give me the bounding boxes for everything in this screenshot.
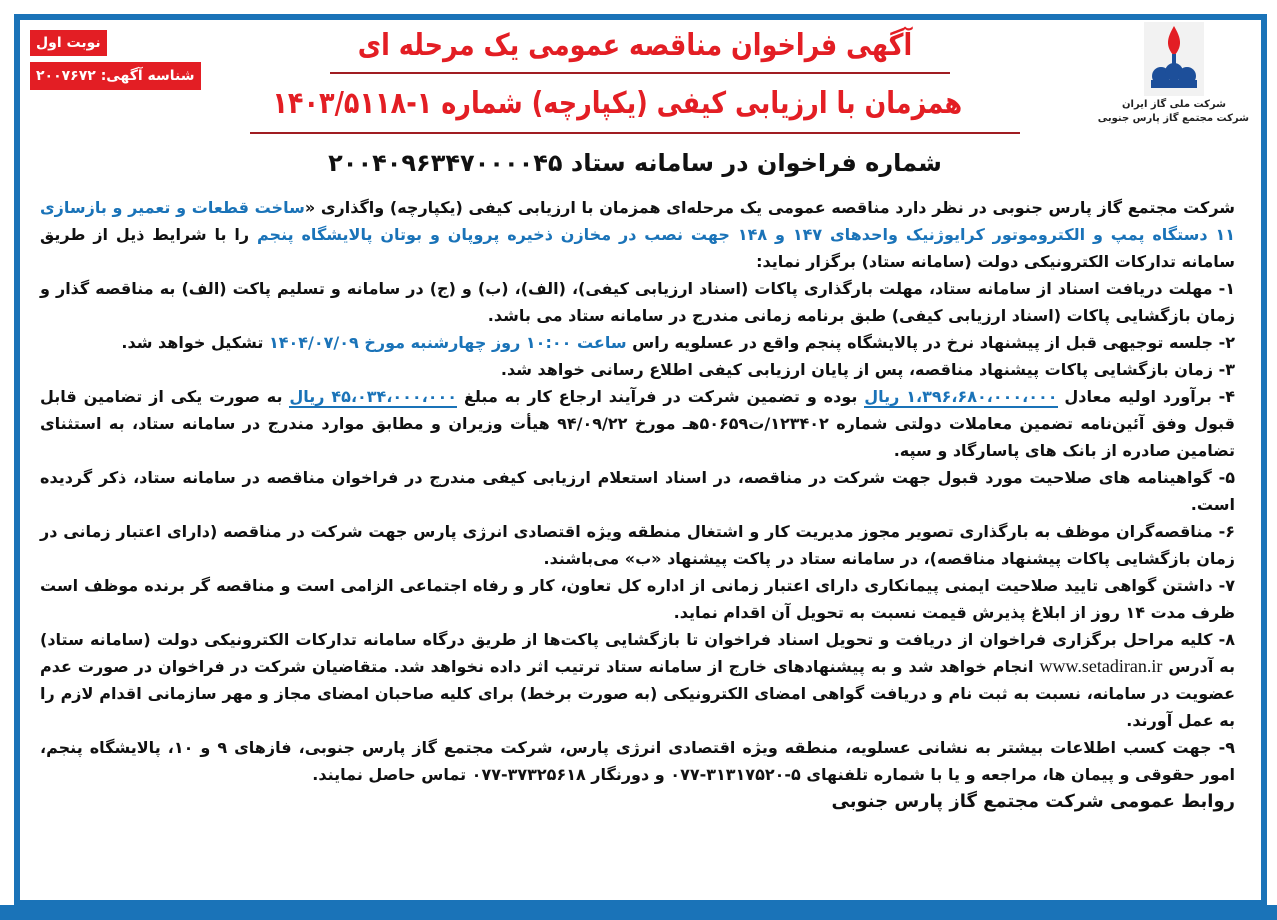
- item-8-end: انجام خواهد شد و به پیشنهادهای خارج از سامانه ستاد ترتیب اثر داده نخواهد شد. متقاضیان شرکت در فراخوان در صورت عدم عضویت در سامانه، نسبت به ثبت نام و دریافت گواهی امضای الکترونیکی (به صورت برخط) برای کلیه صاحبان امضای مجاز و مهر سازمانی اقدام لازم را به عمل آورند.: [40, 657, 1235, 730]
- item-1: ۱- مهلت دریافت اسناد از سامانه ستاد، مهلت بارگذاری پاکات (اسناد ارزیابی کیفی)، (الف)، (ب) و (ج) در سامانه و تسلیم پاکت (الف) به مناقصه گذار و زمان بازگشایی پاکات (اسناد ارزیابی کیفی) طبق برنامه زمانی مندرج در سامانه ستاد می باشد.: [40, 279, 1235, 325]
- item-2: [40, 329, 1235, 356]
- item-7: ۷- داشتن گواهی تایید صلاحیت ایمنی پیمانکاری دارای اعتبار زمانی از اداره کل تعاون، کار و رفاه اجتماعی الزامی است و مناقصه گر برنده موظف است ظرف مدت ۱۴ روز از ابلاغ پذیرش قیمت نسبت به تحویل آن اقدام نماید.: [40, 576, 1235, 622]
- title-line-1: آگهی فراخوان مناقصه عمومی یک مرحله ای: [357, 28, 913, 63]
- turn-badge: نوبت اول: [30, 30, 107, 56]
- item-4-end: به صورت یکی از تضامین قابل قبول وفق آئین‌نامه تضمین معاملات دولتی شماره ۱۲۳۴۰۲/ت۵۰۶۵۹هـ مورخ ۹۴/۰۹/۲۲ هیأت وزیران و مطابق موارد مندرج در سامانه ستاد، به استثنای تضامین صادره از بانک های پاسارگاد و سپه.: [40, 387, 1235, 460]
- item-3: ۳- زمان بازگشایی پاکات پیشنهاد مناقصه، پس از پایان ارزیابی کیفی اطلاع رسانی خواهد شد.: [500, 360, 1235, 379]
- intro-text: شرکت مجتمع گاز پارس جنوبی در نظر دارد مناقصه عمومی یک مرحله‌ای همزمان با ارزیابی کیفی (یکپارچه) واگذاری «: [304, 198, 1236, 217]
- title-line-2: همزمان با ارزیابی کیفی (یکپارچه) شماره ۱-۱۴۰۳/۵۱۱۸: [272, 86, 963, 121]
- setad-number: شماره فراخوان در سامانه ستاد ۲۰۰۴۰۹۶۳۴۷۰۰۰۰۴۵: [328, 149, 942, 177]
- title-divider-2: [250, 132, 1020, 134]
- intro-paragraph: [40, 194, 1235, 275]
- item-5: ۵- گواهینامه های صلاحیت مورد قبول جهت شرکت در مناقصه، در اسناد استعلام ارزیابی کیفی مندرج در فراخوان مناقصه در سامانه ستاد، ذکر گردیده است.: [40, 468, 1235, 514]
- briefing-datetime: ساعت ۱۰:۰۰ روز چهارشنبه مورخ ۱۴۰۴/۰۷/۰۹: [268, 333, 627, 352]
- intro-text-end: را با شرایط ذیل از طریق سامانه تدارکات الکترونیکی دولت (سامانه ستاد) برگزار نماید:: [40, 225, 1235, 271]
- bottom-bar: [0, 905, 1277, 920]
- setad-url-link[interactable]: www.setadiran.ir: [1039, 656, 1163, 676]
- item-4: [40, 383, 1235, 464]
- title-divider-1: [330, 72, 950, 74]
- item-8: [40, 626, 1235, 734]
- company-name-nigc: شرکت ملی گاز ایران: [1122, 99, 1226, 110]
- signature: روابط عمومی شرکت مجتمع گاز پارس جنوبی: [831, 791, 1235, 812]
- item-9: ۹- جهت کسب اطلاعات بیشتر به نشانی عسلویه، منطقه ویژه اقتصادی انرژی پارس، شرکت مجتمع گاز پارس جنوبی، فازهای ۹ و ۱۰، پالایشگاه پنجم، امور حقوقی و پیمان ها، مراجعه و یا با شماره تلفنهای ۵-۳۱۳۱۷۵۲۰-۰۷۷ و دورنگار ۳۷۳۲۵۶۱۸-۰۷۷ تماس حاصل نمایند.: [40, 738, 1236, 784]
- company-logo: [1099, 20, 1249, 126]
- item-4-text: ۴- برآورد اولیه معادل: [1057, 387, 1235, 406]
- project-title: ساخت قطعات و تعمیر و بازسازی ۱۱ دستگاه پمپ و الکتروموتور کرایوژنیک واحدهای ۱۴۷ و ۱۴۸ جهت نصب در مخازن ذخیره پروپان و بوتان پالایشگاه پنجم: [40, 198, 1235, 244]
- estimate-amount: ۱،۳۹۶،۶۸۰،۰۰۰،۰۰۰ ریال: [864, 387, 1058, 406]
- item-4-mid: بوده و تضمین شرکت در فرآیند ارجاع کار به مبلغ: [457, 387, 865, 406]
- ad-body: [40, 194, 1235, 815]
- guarantee-amount: ۴۵،۰۳۴،۰۰۰،۰۰۰ ریال: [289, 387, 458, 406]
- item-8-text: ۸- کلیه مراحل برگزاری فراخوان از دریافت و تحویل اسناد فراخوان تا بازگشایی پاکت‌ها از طریق درگاه سامانه تدارکات الکترونیکی دولت (سامانه ستاد) به آدرس: [40, 630, 1235, 676]
- company-name-spgc: شرکت مجتمع گاز پارس جنوبی: [1097, 113, 1249, 124]
- nigc-logo-icon: [1139, 20, 1209, 98]
- item-6: ۶- مناقصه‌گران موظف به بارگذاری تصویر مجوز مدیریت کار و اشتغال منطقه ویژه اقتصادی انرژی پارس جهت شرکت در مناقصه (دارای اعتبار زمانی در زمان بازگشایی پاکات پیشنهاد مناقصه)، در سامانه ستاد در پاکت پیشنهاد «ب» می‌باشند.: [40, 522, 1235, 568]
- ad-id-badge: شناسه آگهی: ۲۰۰۷۶۷۲: [30, 62, 201, 90]
- item-2-end: تشکیل خواهد شد.: [121, 333, 269, 352]
- item-2-text: ۲- جلسه توجیهی قبل از پیشنهاد نرخ در پالایشگاه پنجم واقع در عسلویه راس: [626, 333, 1235, 352]
